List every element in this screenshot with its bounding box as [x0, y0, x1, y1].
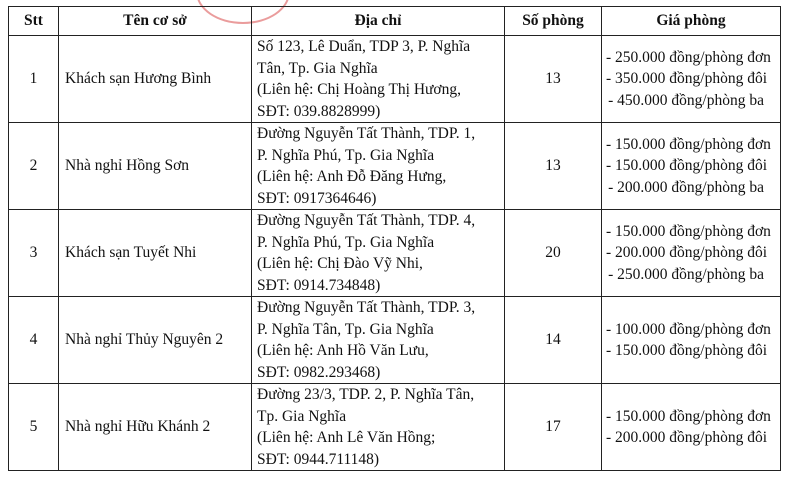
row-address: [252, 123, 505, 210]
header-price: Giá phòng: [602, 7, 781, 36]
table-row: [9, 297, 781, 384]
header-rooms: Số phòng: [505, 7, 602, 36]
table-row: [9, 123, 781, 210]
address-line: P. Nghĩa Phú, Tp. Gia Nghĩa: [257, 146, 435, 164]
price-line: - 200.000 đồng/phòng đôi: [606, 429, 768, 446]
row-address: [252, 210, 505, 297]
row-prices: [602, 210, 781, 297]
row-stt: 4: [9, 297, 59, 384]
address-line: (Liên hệ: Anh Lê Văn Hồng;: [257, 429, 436, 446]
price-line: - 350.000 đồng/phòng đôi: [606, 70, 768, 88]
address-line: Đường 23/3, TDP. 2, P. Nghĩa Tân,: [257, 386, 475, 403]
address-line: SĐT: 039.8828999): [257, 102, 381, 120]
price-line: - 200.000 đồng/phòng ba: [608, 178, 764, 196]
row-address: [252, 36, 505, 123]
row-rooms: 14: [505, 297, 602, 384]
table-row: [9, 210, 781, 297]
price-line: - 200.000 đồng/phòng đôi: [606, 244, 768, 262]
price-line: - 450.000 đồng/phòng ba: [608, 91, 764, 109]
header-stt: Stt: [9, 7, 59, 36]
row-stt: 2: [9, 123, 59, 210]
row-rooms: 20: [505, 210, 602, 297]
address-line: (Liên hệ: Chị Hoàng Thị Hương,: [257, 81, 462, 98]
header-name: Tên cơ sở: [59, 7, 252, 36]
row-name: Nhà nghỉ Hồng Sơn: [59, 123, 252, 210]
address-line: Đường Nguyễn Tất Thành, TDP. 1,: [257, 125, 476, 142]
address-line: SĐT: 0982.293468): [257, 363, 381, 381]
price-line: - 250.000 đồng/phòng đơn: [606, 48, 771, 66]
address-line: SĐT: 0917364646): [257, 189, 377, 207]
row-stt: 1: [9, 36, 59, 123]
address-line: (Liên hệ: Chị Đào Vỹ Nhi,: [257, 255, 423, 272]
price-line: - 150.000 đồng/phòng đơn: [606, 222, 771, 240]
address-line: Đường Nguyễn Tất Thành, TDP. 4,: [257, 212, 476, 229]
address-line: P. Nghĩa Tân, Tp. Gia Nghĩa: [257, 320, 434, 338]
price-line: - 250.000 đồng/phòng ba: [608, 265, 764, 283]
address-line: (Liên hệ: Anh Hồ Văn Lưu,: [257, 342, 429, 359]
address-line: P. Nghĩa Phú, Tp. Gia Nghĩa: [257, 233, 435, 251]
row-prices: [602, 384, 781, 471]
row-prices: [602, 123, 781, 210]
row-name: Khách sạn Tuyết Nhi: [59, 210, 252, 297]
accommodation-table: [8, 6, 781, 471]
address-line: Đường Nguyễn Tất Thành, TDP. 3,: [257, 299, 476, 316]
row-stt: 5: [9, 384, 59, 471]
header-row: [9, 7, 781, 36]
address-line: SĐT: 0944.711148): [257, 450, 380, 468]
row-address: [252, 297, 505, 384]
row-name: Nhà nghỉ Hữu Khánh 2: [59, 384, 252, 471]
price-line: - 150.000 đồng/phòng đơn: [606, 407, 771, 425]
table-row: [9, 36, 781, 123]
row-name: Nhà nghỉ Thủy Nguyên 2: [59, 297, 252, 384]
price-line: - 150.000 đồng/phòng đôi: [606, 342, 768, 359]
address-line: Tp. Gia Nghĩa: [257, 407, 347, 425]
price-line: - 150.000 đồng/phòng đôi: [606, 157, 768, 175]
table-row: [9, 384, 781, 471]
row-stt: 3: [9, 210, 59, 297]
row-rooms: 13: [505, 36, 602, 123]
price-line: - 150.000 đồng/phòng đơn: [606, 135, 771, 153]
price-line: - 100.000 đồng/phòng đơn: [606, 320, 771, 338]
address-line: Số 123, Lê Duẩn, TDP 3, P. Nghĩa: [257, 38, 471, 55]
row-name: Khách sạn Hương Bình: [59, 36, 252, 123]
row-address: [252, 384, 505, 471]
row-rooms: 13: [505, 123, 602, 210]
row-rooms: 17: [505, 384, 602, 471]
address-line: SĐT: 0914.734848): [257, 276, 381, 294]
header-address: Địa chỉ: [252, 7, 505, 36]
row-prices: [602, 297, 781, 384]
address-line: (Liên hệ: Anh Đỗ Đăng Hưng,: [257, 168, 447, 185]
address-line: Tân, Tp. Gia Nghĩa: [257, 59, 378, 77]
row-prices: [602, 36, 781, 123]
